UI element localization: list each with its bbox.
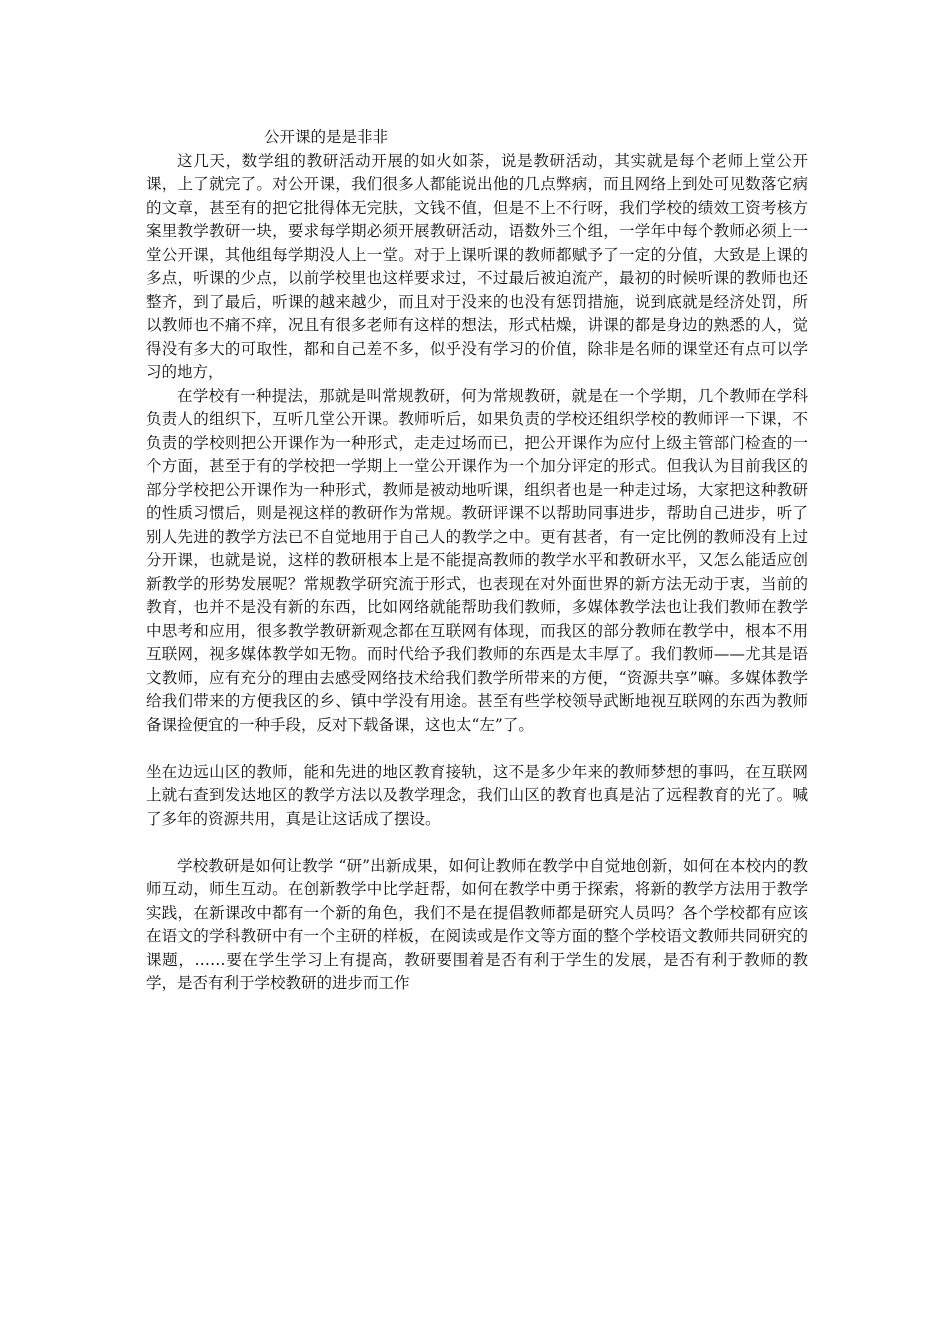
paragraph-4: 学校教研是如何让教学 “研”出新成果，如何让教师在教学中自觉地创新，如何在本校内的教师互动，师生互动。在创新教学中比学赶帮，如何在教学中勇于探索，将新的教学方法用于教学实践，在新课改中都有一个新的角色，我们不是在提倡教师都是研究人员吗？各个学校都有应该在语文的学科教研中有一个主研的样板，在阅读或是作文等方面的整个学校语文教师共同研究的课题，……要在学生学习上有提高，教研要围着是否有利于学生的发展，是否有利于教师的教学，是否有利于学校教研的进步而工作 (146, 856, 808, 992)
paragraph-2: 在学校有一种提法，那就是叫常规教研，何为常规教研，就是在一个学期，几个教师在学科负责人的组织下，互听几堂公开课。教师听后，如果负责的学校还组织学校的教师评一下课，不负责的学校则把公开课作为一种形式，走走过场而已，把公开课作为应付上级主管部门检查的一个方面，甚至于有的学校把一学期上一堂公开课作为一个加分评定的形式。但我认为目前我区的部分学校把公开课作为一种形式，教师是被动地听课，组织者也是一种走过场，大家把这种教研的性质习惯后，则是视这样的教研作为常规。教研评课不以帮助同事进步，帮助自己进步，听了别人先进的教学方法已不自觉地用于自己人的教学之中。更有甚者，有一定比例的教师没有上过分开课，也就是说，这样的教研根本上是不能提高教师的教学水平和教研水平，又怎么能适应创新教学的形势发展呢？常规教学研究流于形式，也表现在对外面世界的新方法无动于衷，当前的教育，也并不是没有新的东西，比如网络就能帮助我们教师，多媒体教学法也让我们教师在教学中思考和应用，很多教学教研新观念都在互联网有体现，而我区的部分教师在教学中，根本不用互联网，视多媒体教学如无物。而时代给予我们教师的东西是太丰厚了。我们教师——尤其是语文教师，应有充分的理由去感受网络技术给我们教学所带来的方便，“资源共享”嘛。多媒体教学给我们带来的方便我区的乡、镇中学没有用途。甚至有些学校领导武断地视互联网的东西为教师备课捡便宜的一种手段，反对下载备课，这也太“左”了。 (146, 386, 808, 734)
paragraph-spacer (146, 737, 808, 761)
paragraph-3: 坐在边远山区的教师，能和先进的地区教育接轨，这不是多少年来的教师梦想的事吗，在互联网上就右查到发达地区的教学方法以及教学理念，我们山区的教育也真是沾了远程教育的光了。喊了多年的资源共用，真是让这话成了摆设。 (146, 762, 808, 828)
paragraph-1: 这几天，数学组的教研活动开展的如火如荼，说是教研活动，其实就是每个老师上堂公开课，上了就完了。对公开课，我们很多人都能说出他的几点弊病，而且网络上到处可见数落它病的文章，甚至有的把它批得体无完肤，文钱不值，但是不上不行呀，我们学校的绩效工资考核方案里教学教研一块，要求每学期必须开展教研活动，语数外三个组，一学年中每个教师必须上一堂公开课，其他组每学期没人上一堂。对于上课听课的教师都赋予了一定的分值，大致是上课的多点，听课的少点，以前学校里也这样要求过，不过最后被迫流产，最初的时候听课的教师也还整齐，到了最后，听课的越来越少，而且对于没来的也没有惩罚措施，说到底就是经济处罚，所以教师也不痛不痒，况且有很多老师有这样的想法，形式枯燥，讲课的都是身边的熟悉的人，觉得没有多大的可取性，都和自己差不多，似乎没有学习的价值，除非是名师的课堂还有点可以学习的地方， (146, 151, 808, 381)
paragraph-spacer (146, 831, 808, 855)
document-title: 公开课的是是非非 (264, 128, 389, 146)
document-body (146, 126, 808, 996)
